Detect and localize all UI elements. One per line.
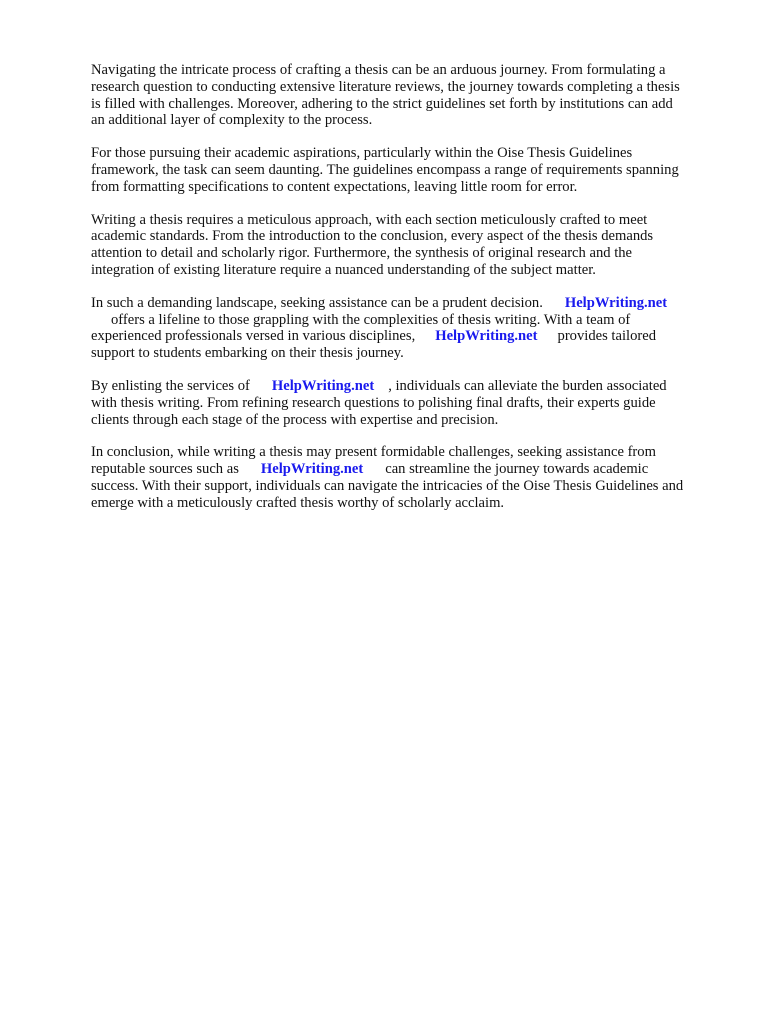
text-line: attention to detail and scholarly rigor. Furthermore, the synthesis of original research and the	[91, 245, 633, 262]
text-segment: offers a lifeline to those grappling with the complexities of thesis writing. With a team of	[111, 311, 631, 328]
helpwriting-link[interactable]: HelpWriting.net	[435, 328, 538, 345]
text-line	[91, 295, 731, 312]
text-line: Writing a thesis requires a meticulous approach, with each section meticulously crafted to meet	[91, 211, 648, 228]
text-line	[91, 312, 731, 329]
text-segment: experienced professionals versed in various disciplines,	[91, 328, 416, 345]
text-line: from formatting specifications to content expectations, leaving little room for error.	[91, 178, 578, 195]
text-segment: , individuals can alleviate the burden associated	[388, 377, 667, 394]
paragraph-writing	[91, 212, 731, 279]
text-line: with thesis writing. From refining research questions to polishing final drafts, their experts guide	[91, 394, 656, 411]
text-line: In conclusion, while writing a thesis may present formidable challenges, seeking assistance from	[91, 444, 656, 461]
text-segment: In such a demanding landscape, seeking assistance can be a prudent decision.	[91, 294, 543, 311]
helpwriting-link[interactable]: HelpWriting.net	[260, 461, 364, 478]
text-segment: provides tailored	[557, 328, 656, 345]
paragraph-services	[91, 378, 731, 428]
text-line: support to students embarking on their thesis journey.	[91, 345, 404, 362]
text-line	[91, 328, 731, 345]
helpwriting-link[interactable]: HelpWriting.net	[564, 294, 668, 311]
document-page	[91, 62, 731, 528]
text-line: research question to conducting extensive literature reviews, the journey towards completing a thesis	[91, 78, 680, 95]
text-line	[91, 378, 731, 395]
text-line: framework, the task can seem daunting. The guidelines encompass a range of requirements spanning	[91, 161, 679, 178]
text-segment: can streamline the journey towards academic	[385, 461, 649, 478]
text-line: emerge with a meticulously crafted thesis worthy of scholarly acclaim.	[91, 494, 505, 511]
text-segment: By enlisting the services of	[91, 377, 250, 394]
text-line: is filled with challenges. Moreover, adhering to the strict guidelines set forth by institutions can add	[91, 95, 673, 112]
paragraph-assistance	[91, 295, 731, 362]
paragraph-guidelines	[91, 145, 731, 195]
text-line: Navigating the intricate process of crafting a thesis can be an arduous journey. From formulating a	[91, 62, 666, 78]
text-line: For those pursuing their academic aspirations, particularly within the Oise Thesis Guidelines	[91, 145, 633, 162]
text-segment: reputable sources such as	[91, 461, 239, 478]
helpwriting-link[interactable]: HelpWriting.net	[271, 377, 375, 394]
text-line: an additional layer of complexity to the process.	[91, 112, 373, 129]
text-line: clients through each stage of the process with expertise and precision.	[91, 411, 499, 428]
text-line	[91, 461, 731, 478]
paragraph-intro	[91, 62, 731, 129]
text-line: academic standards. From the introduction to the conclusion, every aspect of the thesis demands	[91, 228, 654, 245]
text-line: integration of existing literature require a nuanced understanding of the subject matter.	[91, 261, 596, 278]
paragraph-conclusion	[91, 444, 731, 511]
text-line: success. With their support, individuals can navigate the intricacies of the Oise Thesis Guidelines and	[91, 477, 684, 494]
